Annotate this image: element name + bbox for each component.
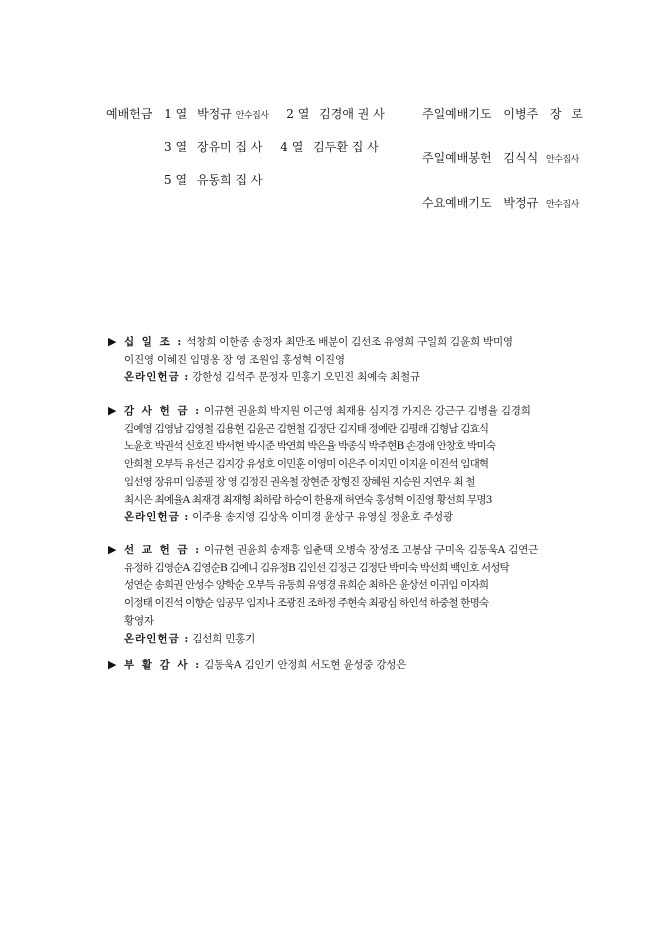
offering-name-2: 김경애 권 사 <box>319 107 385 121</box>
offering-row-1 <box>106 106 385 124</box>
easter-section <box>108 656 568 675</box>
sunday-prayer-name: 이병주 <box>503 107 539 121</box>
sunday-dedication-label: 주일예배봉헌 <box>422 151 492 165</box>
offering-name-1: 박정규 <box>197 107 232 121</box>
mission-line-5: 황영자 <box>124 614 154 627</box>
thanks-line-4: 안희철 오부득 유선근 김지강 유성호 이민훈 이영미 이은주 이지민 이지윤 이진석 임대혁 <box>124 458 489 471</box>
tithe-label: 십 일 조 : <box>124 336 184 348</box>
easter-marker: ▶ <box>108 658 117 671</box>
wednesday-prayer-name: 박정규 <box>503 196 539 210</box>
thanks-line-3: 노윤호 박권석 신호진 박서현 박시준 박연희 박은율 박종식 박주현B 손경애 안창호 박미숙 <box>124 440 496 453</box>
thanks-line-2: 김예영 김영남 김영철 김용현 김윤곤 김현철 김정단 김지태 정예란 김평래 김형남 김효식 <box>124 422 489 435</box>
mission-line-2: 유정하 김영순A 김영순B 김예니 김유정B 김인선 김정근 김정단 박미숙 박선희 백인호 서성탁 <box>124 561 509 574</box>
sunday-dedication-name: 김식식 <box>503 151 539 165</box>
tithe-online-label: 온라인헌금 : <box>124 371 190 384</box>
tithe-line-2: 이진영 이혜진 임명옹 장 영 조원임 홍성혁 이진영 <box>124 353 345 366</box>
mission-section <box>108 541 568 648</box>
offering-col-1: 1 열 <box>164 107 188 121</box>
offering-col-5: 5 열 <box>164 173 188 187</box>
tithe-marker: ▶ <box>108 335 117 348</box>
thanks-line-1: 이규현 권윤희 박지원 이근영 최재용 심지경 가지은 강근구 김병율 김경희 <box>204 405 531 417</box>
thanks-line-5: 임선영 장유미 임종필 장 영 김정진 권옥철 장현준 장형진 장혜원 지승원 지연우 최 철 <box>124 475 475 488</box>
offering-name-4: 김두환 집 사 <box>313 140 379 154</box>
thanks-label: 감 사 헌 금 : <box>124 405 202 417</box>
sunday-dedication <box>422 150 579 168</box>
wednesday-prayer-title: 안수집사 <box>546 200 579 210</box>
offering-name-5: 유동희 집 사 <box>196 173 263 187</box>
offering-name-3: 장유미 집 사 <box>196 140 263 154</box>
easter-label: 부 활 감 사 : <box>124 659 202 671</box>
tithe-section <box>108 333 568 387</box>
offering-label: 예배헌금 <box>106 107 153 121</box>
thanks-section <box>108 402 568 527</box>
mission-line-4: 이정태 이진석 이향순 임공무 임지나 조광진 조하정 주현숙 최광심 하인석 하중철 한명숙 <box>124 597 489 610</box>
mission-online-names: 김선희 민홍기 <box>192 632 256 645</box>
mission-label: 선 교 헌 금 : <box>124 544 202 556</box>
mission-line-1: 이규현 권윤희 송재흥 임춘택 오병숙 장성조 고봉삼 구미옥 김동욱A 김연근 <box>204 544 539 556</box>
sunday-dedication-title: 안수집사 <box>546 155 579 165</box>
offering-col-2: 2 열 <box>286 107 310 121</box>
sunday-prayer-label: 주일예배기도 <box>422 107 492 121</box>
sunday-prayer <box>422 106 586 122</box>
tithe-online-names: 강한성 김석주 문정자 민홍기 오민진 최예숙 최철규 <box>192 371 420 384</box>
thanks-online-names: 이주용 송지영 김상옥 이미경 윤상구 유영실 정윤호 주성광 <box>192 511 453 524</box>
easter-names: 김동욱A 김인기 안정희 서도현 윤성중 강성은 <box>204 659 407 671</box>
tithe-line-1: 석창희 이한종 송정자 최만조 배분이 김선조 유영희 구일희 김윤희 박미영 <box>186 336 513 348</box>
offering-row-3 <box>164 172 262 188</box>
mission-line-3: 성연순 송희권 안성수 양학순 오부득 유동희 유영경 유희순 최하은 윤상선 이귀임 이자희 <box>124 579 489 592</box>
mission-online-label: 온라인헌금 : <box>124 632 190 645</box>
mission-marker: ▶ <box>108 543 117 556</box>
thanks-marker: ▶ <box>108 404 117 417</box>
sunday-prayer-title: 장 로 <box>550 107 586 121</box>
offering-row-2 <box>164 139 379 155</box>
offering-col-3: 3 열 <box>164 140 188 154</box>
thanks-online-label: 온라인헌금 : <box>124 511 190 524</box>
offering-col-4: 4 열 <box>280 140 304 154</box>
wednesday-prayer <box>422 195 579 213</box>
offering-title-1: 안수집사 <box>235 111 269 121</box>
thanks-line-6: 최시은 최예율A 최재경 최재형 최하람 하승이 한용재 허연숙 홍성혁 이진영 황선희 무명3 <box>124 493 492 506</box>
wednesday-prayer-label: 수요예배기도 <box>422 196 492 210</box>
